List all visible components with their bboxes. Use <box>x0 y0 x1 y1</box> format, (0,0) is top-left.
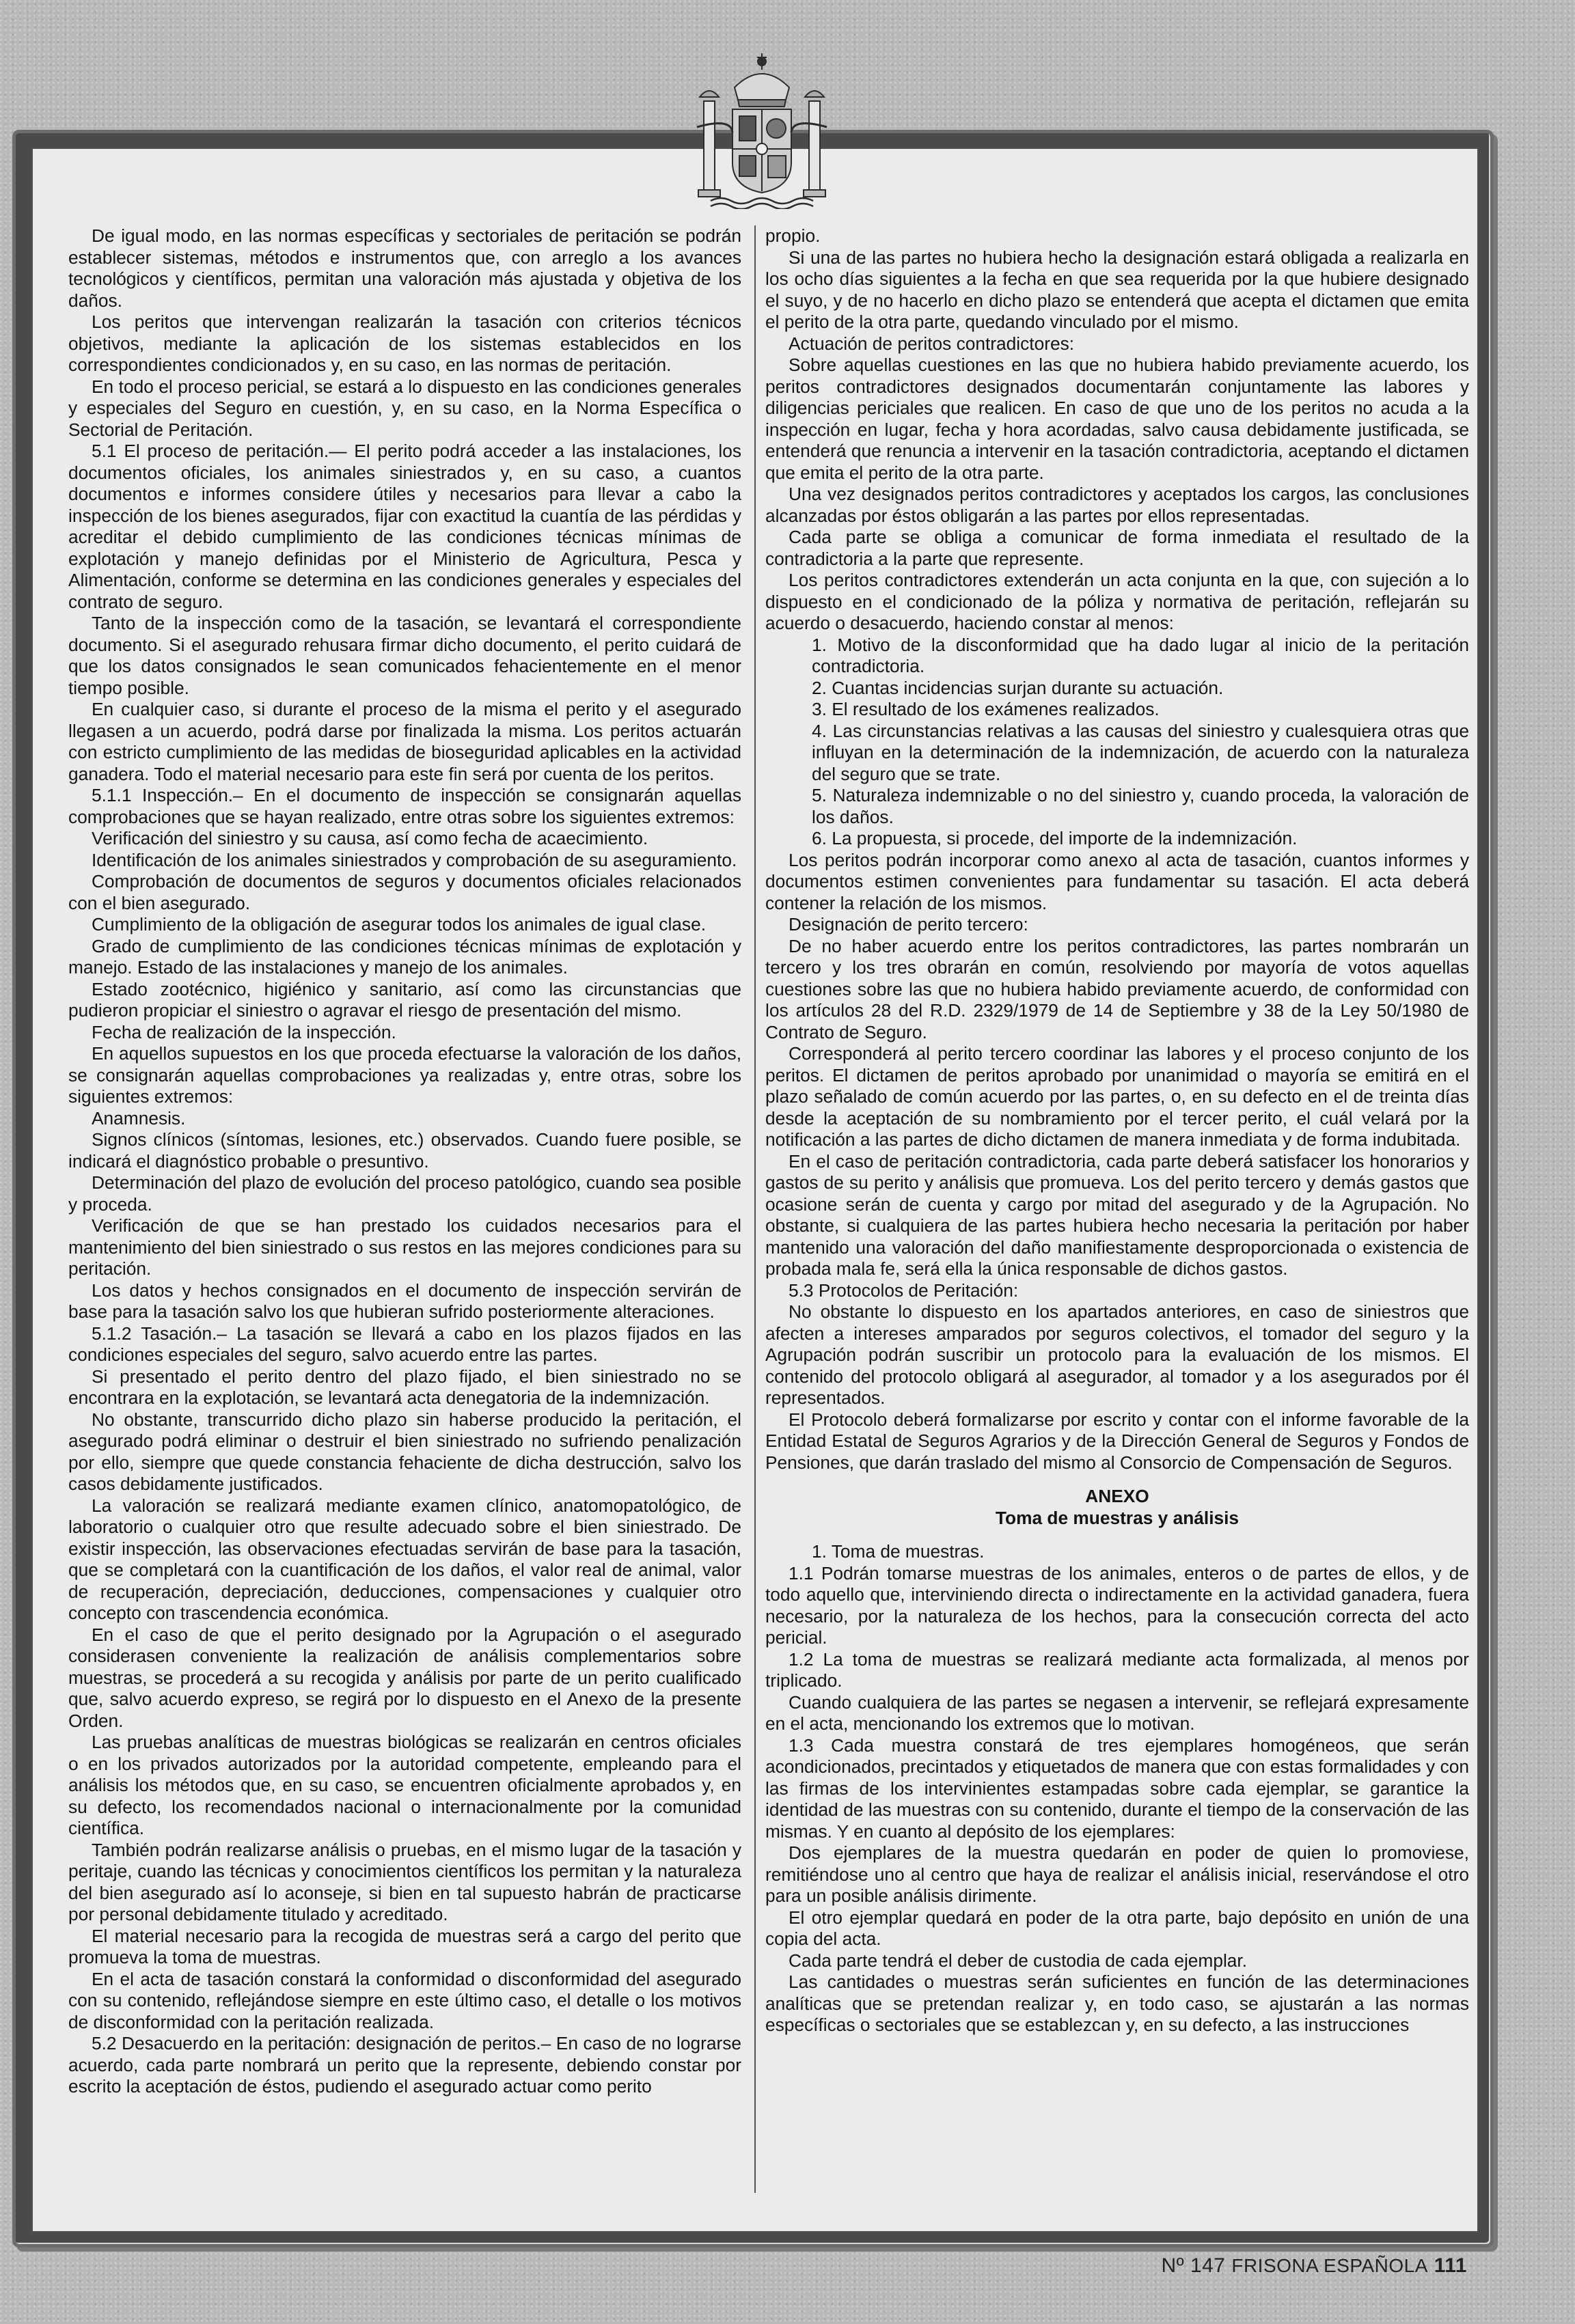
paragraph: 4. Las circunstancias relativas a las causas del siniestro y cualesquiera otras que influyan en la determinación de la indemnización, de acuerdo con la naturaleza del seguro que se trate. <box>812 720 1469 784</box>
paragraph: 2. Cuantas incidencias surjan durante su actuación. <box>812 677 1224 698</box>
paragraph: En el caso de peritación contradictoria, cada parte deberá satisfacer los honorarios y gastos de su perito y análisis que promueva. Los del perito tercero y demás gastos que ocasione serán de cuenta y cargo por mitad del asegurado y de la Agrupación. No obstante, si cualquiera de las partes hubiera hecho necesaria la peritación por haber mantenido una valoración del daño manifiestamente desproporcionada o existencia de probada mala fe, será ella la única responsable de dichos gastos. <box>765 1150 1469 1279</box>
paragraph: Sobre aquellas cuestiones en las que no hubiera habido previamente acuerdo, los peritos contradictores designados documentarán conjuntamente las labores y diligencias periciales que realicen. En caso de que uno de los peritos no acuda a la inspección en lugar, fecha y hora acordadas, salvo causa debidamente justificada, se entenderá que renuncia a intervenir en la tasación contradictoria, aceptando el dictamen que emita el perito de la otra parte. <box>765 355 1469 483</box>
paragraph: 1. Toma de muestras. <box>812 1541 985 1562</box>
paragraph: Tanto de la inspección como de la tasación, se levantará el correspondiente documento. Si el asegurado rehusara firmar dicho documento, el perito cuidará de que los datos consignados le sean comunicados fehacientemente en el menor tiempo posible. <box>68 613 741 698</box>
paragraph: propio. <box>765 225 821 246</box>
paragraph: Cada parte se obliga a comunicar de forma inmediata el resultado de la contradictoria a la parte que represente. <box>765 527 1469 569</box>
coat-of-arms-emblem <box>690 46 834 209</box>
page-number: 111 <box>1434 2254 1467 2277</box>
paragraph: 5.3 Protocolos de Peritación: <box>789 1279 1019 1301</box>
paragraph: En cualquier caso, si durante el proceso de la misma el perito y el asegurado llegasen a un acuerdo, podrá darse por finalizada la misma. Los peritos actuarán con estricto cumplimiento de las medidas de bioseguridad aplicables en la actividad ganadera. Todo el material necesario para este fin será por cuenta de los peritos. <box>68 699 741 784</box>
paragraph: En aquellos supuestos en los que proceda efectuarse la valoración de los daños, se consignarán aquellas comprobaciones ya realizadas y, entre otras, sobre los siguientes extremos: <box>68 1043 741 1107</box>
paragraph: Los peritos podrán incorporar como anexo al acta de tasación, cuantos informes y documentos estimen convenientes para fundamentar su tasación. El acta deberá contener la relación de los mismos. <box>765 849 1469 913</box>
paragraph: Determinación del plazo de evolución del proceso patológico, cuando sea posible y proceda. <box>68 1172 741 1215</box>
paragraph: De igual modo, en las normas específicas y sectoriales de peritación se podrán establecer sistemas, métodos e instrumentos que, con arreglo a los avances tecnológicos y científicos, permitan una valoración más ajustada y objetiva de los daños. <box>68 225 741 311</box>
magazine-name: FRISONA ESPAÑOLA <box>1231 2255 1428 2276</box>
paragraph: Anamnesis. <box>92 1107 186 1129</box>
paragraph: En todo el proceso pericial, se estará a lo dispuesto en las condiciones generales y especiales del Seguro en cuestión, y, en su caso, en la Norma Específica o Sectorial de Peritación. <box>68 376 741 440</box>
paragraph: No obstante, transcurrido dicho plazo sin haberse producido la peritación, el asegurado podrá eliminar o destruir el bien siniestrado no sufriendo penalización por ello, siempre que quede constancia fehaciente de dicha destrucción, salvo los casos debidamente justificados. <box>68 1409 741 1494</box>
annex-subtitle: Toma de muestras y análisis <box>995 1507 1240 1528</box>
paragraph: También podrán realizarse análisis o pruebas, en el mismo lugar de la tasación y peritaje, cuando las técnicas y conocimientos científicos los permitan y la naturaleza del bien asegurado así lo aconseje, si bien en tal supuesto habrán de practicarse por personal debidamente titulado y acreditado. <box>68 1839 741 1924</box>
annex-body <box>765 1541 1469 2036</box>
paragraph: En el acta de tasación constará la conformidad o disconformidad del asegurado con su contenido, reflejándose siempre en este último caso, el detalle o los motivos de disconformidad con la peritación realizada. <box>68 1968 741 2032</box>
paragraph: Verificación de que se han prestado los cuidados necesarios para el mantenimiento del bien siniestrado o sus restos en las mejores condiciones para su peritación. <box>68 1215 741 1279</box>
paragraph: 1. Motivo de la disconformidad que ha dado lugar al inicio de la peritación contradictoria. <box>812 634 1469 676</box>
paragraph: Si una de las partes no hubiera hecho la designación estará obligada a realizarla en los ocho días siguientes a la fecha en que sea requerida por la que hubiere designado el suyo, y de no hacerlo en dicho plazo se entenderá que acepta el dictamen que emita el perito de la otra parte, quedando vinculado por el mismo. <box>765 247 1469 332</box>
paragraph: De no haber acuerdo entre los peritos contradictores, las partes nombrarán un tercero y los tres obrarán en común, resolviendo por mayoría de votos aquellas cuestiones sobre las que no hubiera habido previamente acuerdo, de conformidad con los artículos 28 del R.D. 2329/1979 de 14 de Septiembre y 38 de la Ley 50/1980 de Contrato de Seguro. <box>765 935 1469 1042</box>
left-text-column <box>68 225 741 2213</box>
paragraph: 1.2 La toma de muestras se realizará mediante acta formalizada, al menos por triplicado. <box>765 1648 1469 1691</box>
annex-title: ANEXO <box>1085 1486 1149 1506</box>
page-footer <box>1161 2254 1467 2278</box>
right-main-text <box>765 225 1469 1474</box>
paragraph: Estado zootécnico, higiénico y sanitario, así como las circunstancias que pudieron propiciar el siniestro o agravar el riesgo de presentación del mismo. <box>68 978 741 1021</box>
paragraph: 6. La propuesta, si procede, del importe de la indemnización. <box>812 828 1298 848</box>
paragraph: La valoración se realizará mediante examen clínico, anatomopatológico, de laboratorio o cualquier otro que resulte adecuado sobre el bien siniestrado. De existir inspección, las observaciones efectuadas servirán de base para la tasación, que se completará con la cuantificación de los daños, el valor real de animal, valor de recuperación, depreciación, deducciones, compensaciones y cualquier otro concepto con trascendencia económica. <box>68 1495 741 1623</box>
paragraph: El otro ejemplar quedará en poder de la otra parte, bajo depósito en unión de una copia del acta. <box>765 1907 1469 1949</box>
paragraph: Dos ejemplares de la muestra quedarán en poder de quien lo promoviese, remitiéndose uno al centro que haya de realizar el análisis inicial, reservándose el otro para un posible análisis dirimente. <box>765 1842 1469 1906</box>
paragraph: Cada parte tendrá el deber de custodia de cada ejemplar. <box>789 1950 1248 1971</box>
paragraph: 5.1 El proceso de peritación.— El perito podrá acceder a las instalaciones, los documentos oficiales, los animales siniestrados y, en su caso, a cuantos documentos e informes considere útiles y necesarios para llevar a cabo la inspección de los bienes asegurados, fijar con exactitud la cuantía de las pérdidas y acreditar el debido cumplimiento de las condiciones técnicas mínimas de explotación y manejo definidas por el Ministerio de Agricultura, Pesca y Alimentación, conforme se determina en las condiciones generales y especiales del contrato de seguro. <box>68 441 741 612</box>
paragraph: Las cantidades o muestras serán suficientes en función de las determinaciones analíticas que se pretendan realizar y, en todo caso, se ajustarán a las normas específicas o sectoriales que se establezcan y, en su defecto, a las instrucciones <box>765 1972 1469 2035</box>
paragraph: Cumplimiento de la obligación de asegurar todos los animales de igual clase. <box>92 914 706 935</box>
right-text-column <box>765 225 1469 2213</box>
paragraph: Los peritos contradictores extenderán un acta conjunta en la que, con sujeción a lo dispuesto en el condicionado de la póliza y normativa de peritación, reflejarán su acuerdo o desacuerdo, haciendo constar al menos: <box>765 570 1469 633</box>
paragraph: Actuación de peritos contradictores: <box>789 333 1075 354</box>
paragraph: Si presentado el perito dentro del plazo fijado, el bien siniestrado no se encontrara en la explotación, se levantará acta denegatoria de la indemnización. <box>68 1366 741 1408</box>
paragraph: Comprobación de documentos de seguros y documentos oficiales relacionados con el bien asegurado. <box>68 871 741 913</box>
paragraph: Signos clínicos (síntomas, lesiones, etc.) observados. Cuando fuere posible, se indicará el diagnóstico probable o presuntivo. <box>68 1129 741 1172</box>
paragraph: Grado de cumplimiento de las condiciones técnicas mínimas de explotación y manejo. Estado de las instalaciones y manejo de los animales. <box>68 935 741 978</box>
paragraph: 5.2 Desacuerdo en la peritación: designación de peritos.– En caso de no lograrse acuerdo, cada parte nombrará un perito que la represente, debiendo constar por escrito la aceptación de éstos, pudiendo el asegurado actuar como perito <box>68 2033 741 2097</box>
paragraph: 5. Naturaleza indemnizable o no del siniestro y, cuando proceda, la valoración de los daños. <box>812 785 1469 827</box>
paragraph: Una vez designados peritos contradictores y aceptados los cargos, las conclusiones alcanzadas por éstos obligarán a las partes por ellos representadas. <box>765 484 1469 526</box>
paragraph: 1.3 Cada muestra constará de tres ejemplares homogéneos, que serán acondicionados, precintados y etiquetados de manera que con estas formalidades y con las firmas de los intervinientes estampadas sobre cada ejemplar, se garantice la identidad de las muestras con su contenido, durante el tiempo de la conservación de las mismas. Y en cuanto al depósito de los ejemplares: <box>765 1734 1469 1842</box>
paragraph: Cuando cualquiera de las partes se negasen a intervenir, se reflejará expresamente en el acta, mencionando los extremos que lo motivan. <box>765 1691 1469 1734</box>
paragraph: Los datos y hechos consignados en el documento de inspección servirán de base para la tasación salvo los que hubieran sufrido posteriormente alteraciones. <box>68 1279 741 1322</box>
paragraph: 1.1 Podrán tomarse muestras de los animales, enteros o de partes de ellos, y de todo aquello que, interviniendo directa o indirectamente en la actividad ganadera, fuera necesario, por la naturaleza de los hechos, para la consecución correcta del acto pericial. <box>765 1562 1469 1648</box>
paragraph: Fecha de realización de la inspección. <box>92 1021 396 1042</box>
paragraph: El Protocolo deberá formalizarse por escrito y contar con el informe favorable de la Entidad Estatal de Seguros Agrarios y de la Dirección General de Seguros y Fondos de Pensiones, que darán traslado del mismo al Consorcio de Compensación de Seguros. <box>765 1409 1469 1473</box>
paragraph: Las pruebas analíticas de muestras biológicas se realizarán en centros oficiales o en los privados autorizados por la autoridad competente, empleando para el análisis los métodos que, en su caso, se encuentren oficialmente aprobados y, en su defecto, los recomendados nacional o internacionalmente por la comunidad científica. <box>68 1732 741 1838</box>
paragraph: En el caso de que el perito designado por la Agrupación o el asegurado considerasen conveniente la realización de análisis complementarios sobre muestras, se procederá a su recogida y análisis por parte de un perito cualificado que, salvo acuerdo expreso, se regirá por lo dispuesto en el Anexo de la presente Orden. <box>68 1624 741 1731</box>
paragraph: Los peritos que intervengan realizarán la tasación con criterios técnicos objetivos, mediante la aplicación de los sistemas establecidos en los correspondientes condicionados y, en su caso, en las normas de peritación. <box>68 312 741 375</box>
column-divider <box>754 225 756 2193</box>
paragraph: 5.1.1 Inspección.– En el documento de inspección se consignarán aquellas comprobaciones que se hayan realizado, entre otras sobre los siguientes extremos: <box>68 785 741 827</box>
paragraph: Identificación de los animales siniestrados y comprobación de su aseguramiento. <box>92 849 737 870</box>
paragraph: El material necesario para la recogida de muestras será a cargo del perito que promueva la toma de muestras. <box>68 1925 741 1967</box>
paragraph: 3. El resultado de los exámenes realizados. <box>812 699 1160 719</box>
paragraph: Designación de perito tercero: <box>789 914 1028 935</box>
issue-number: Nº 147 <box>1161 2254 1226 2277</box>
paragraph: No obstante lo dispuesto en los apartados anteriores, en caso de siniestros que afecten a intereses amparados por seguros colectivos, el tomador del seguro y la Agrupación podrán suscribir un protocolo para la evaluación de los mismos. El contenido del protocolo obligará al asegurador, al tomador y a los asegurados por él representados. <box>765 1301 1469 1408</box>
paragraph: 5.1.2 Tasación.– La tasación se llevará a cabo en los plazos fijados en las condiciones especiales del seguro, salvo acuerdo entre las partes. <box>68 1323 741 1365</box>
paragraph: Corresponderá al perito tercero coordinar las labores y el proceso conjunto de los peritos. El dictamen de peritos aprobado por unanimidad o mayoría se emitirá en el plazo señalado de común acuerdo por las partes, o, en su defecto en el de treinta días desde la aceptación de su nombramiento por el tercer perito, el cuál velará por la notificación a las partes de dicho dictamen de manera inmediata y de forma indubitada. <box>765 1043 1469 1150</box>
paragraph: Verificación del siniestro y su causa, así como fecha de acaecimiento. <box>92 828 648 848</box>
